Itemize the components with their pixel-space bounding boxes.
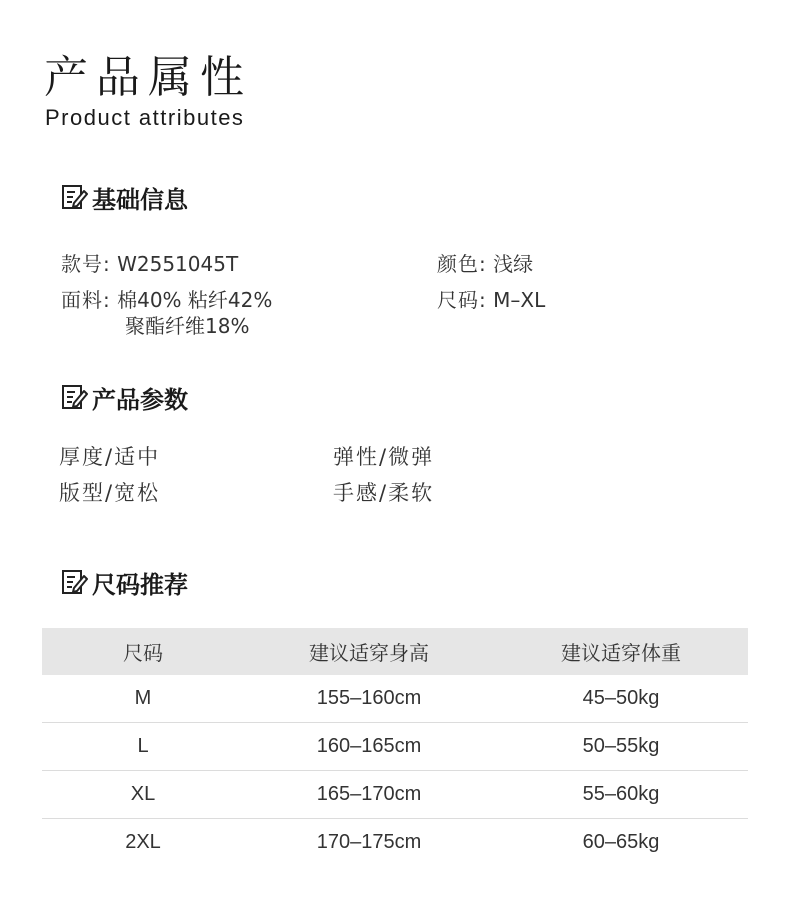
attr-fabric-line2: 聚酯纤维18% [125,314,250,338]
attr-label: 面料: [61,288,111,312]
column-header: 建议适穿身高 [244,628,494,675]
table-row [42,723,748,771]
table-row [42,771,748,819]
attr-value: 棉40% 粘纤42% [117,288,273,312]
table-cell: 55–60kg [494,771,748,819]
column-header: 尺码 [42,628,244,675]
attr-label: 颜色: [437,252,487,276]
attr-fabric [61,287,272,313]
param-feel: 手感/柔软 [333,481,435,505]
section-title: 产品参数 [92,385,188,414]
table-cell: 155–160cm [244,675,494,723]
attr-value: 浅绿 [493,252,534,276]
param-elasticity: 弹性/微弹 [333,445,435,469]
table-cell: 60–65kg [582,831,660,853]
table-row [42,819,748,867]
section-title: 尺码推荐 [92,570,188,599]
table-header-row [42,628,748,675]
page-title: 产品属性 [44,52,252,103]
section-basic-info-heading [60,181,188,213]
table-cell: 45–50kg [494,675,748,723]
table-cell: M [42,675,244,723]
section-size-heading [60,566,188,598]
table-cell: 160–165cm [244,723,494,771]
param-fit: 版型/宽松 [59,481,161,505]
param-thickness: 厚度/适中 [59,445,161,469]
attr-label: 尺码: [437,288,487,312]
page-subtitle: Product attributes [45,105,245,130]
attr-label: 款号: [61,252,111,276]
attr-color [437,251,533,277]
edit-note-icon [60,183,88,211]
table-cell: 165–170cm [244,771,494,819]
attr-size [437,287,545,313]
table-cell: L [42,723,244,771]
edit-note-icon [60,568,88,596]
table-cell: XL [42,771,244,819]
attr-style-no [61,251,238,277]
size-table [42,628,748,866]
section-title: 基础信息 [92,185,188,214]
table-row [42,675,748,723]
table-cell: 50–55kg [494,723,748,771]
edit-note-icon [60,383,88,411]
column-header: 建议适穿体重 [494,628,748,675]
table-cell: 170–175cm [316,831,422,853]
attr-value: W2551045T [117,252,239,276]
section-params-heading [60,381,188,413]
attr-value: M–XL [493,288,546,312]
table-cell: 2XL [125,831,161,853]
